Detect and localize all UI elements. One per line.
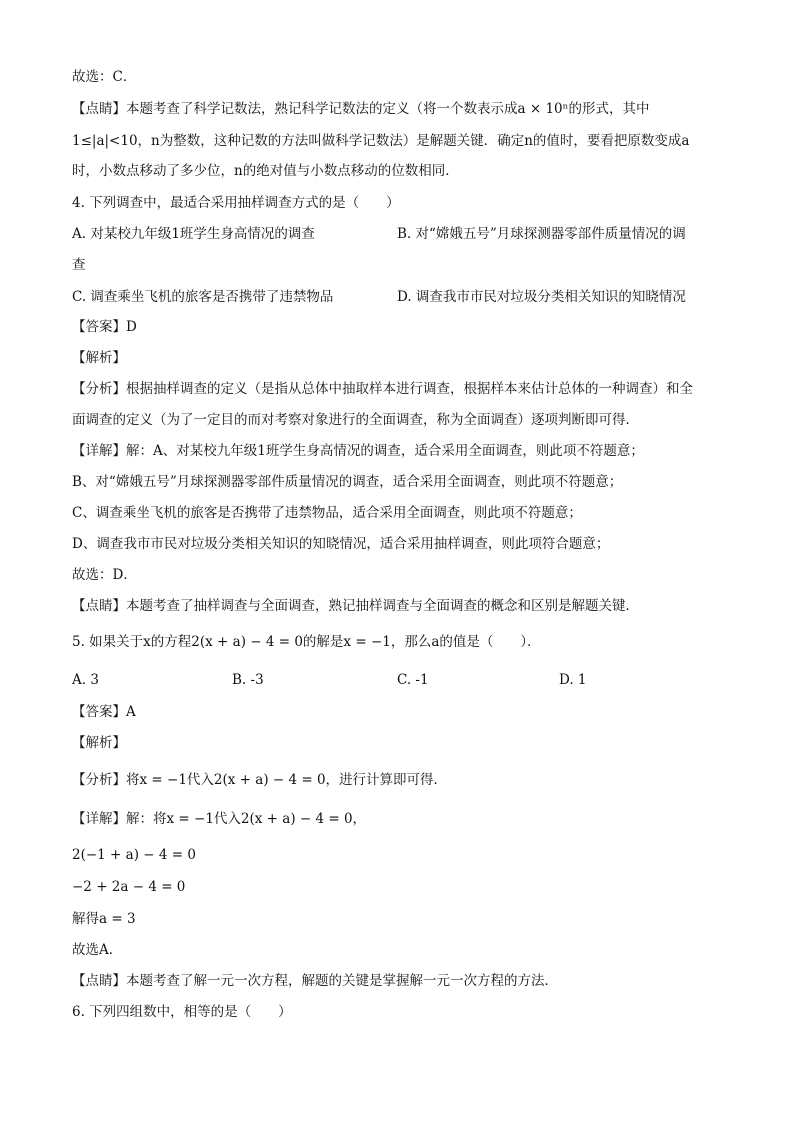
q4-choose: 故选：D． — [72, 567, 137, 583]
q5-point: 【点睛】本题考查了解一元一次方程，解题的关键是掌握解一元一次方程的方法． — [72, 973, 558, 989]
q5-choose: 故选A． — [72, 942, 123, 958]
q4-detail-a: 【详解】解：A、对某校九年级1班学生身高情况的调查，适合采用全面调查，则此项不符题意； — [72, 443, 644, 459]
q3-point-line-3: 时，小数点移动了多少位，n的绝对值与小数点移动的位数相同． — [72, 163, 459, 179]
q5-answer: 【答案】A — [72, 704, 136, 720]
q4-option-b: B. 对“嫦娥五号”月球探测器零部件质量情况的调 — [397, 226, 686, 242]
q3-point-line-2: 1≤|a|<10，n为整数，这种记数的方法叫做科学记数法）是解题关键．确定n的值时，要看把原数变成a — [72, 133, 690, 149]
q4-detail-b: B、对“嫦娥五号”月球探测器零部件质量情况的调查，适合采用全面调查，则此项不符题意； — [72, 474, 623, 490]
q4-point: 【点睛】本题考查了抽样调查与全面调查，熟记抽样调查与全面调查的概念和区别是解题关键． — [72, 598, 639, 614]
q4-analysis-line-2: 面调查的定义（为了一定目的而对考察对象进行的全面调查，称为全面调查）逐项判断即可得． — [72, 412, 639, 428]
q4-option-a: A. 对某校九年级1班学生身高情况的调查 — [72, 226, 315, 242]
q4-option-c: C. 调查乘坐飞机的旅客是否携带了违禁物品 — [72, 289, 334, 305]
q5-analysis: 【分析】将x = −1代入2(x + a) − 4 = 0，进行计算即可得． — [72, 772, 448, 788]
q5-step-1: 2(−1 + a) − 4 = 0 — [72, 847, 196, 863]
q5-step-3: 解得a = 3 — [72, 911, 136, 927]
q4-option-b-wrap: 查 — [72, 257, 86, 273]
q5-option-b: B. -3 — [232, 672, 264, 688]
q5-detail: 【详解】解：将x = −1代入2(x + a) − 4 = 0， — [72, 811, 367, 827]
q4-answer: 【答案】D — [72, 319, 137, 335]
q3-point-line-1: 【点睛】本题考查了科学记数法，熟记科学记数法的定义（将一个数表示成a × 10ⁿ的形式，其中 — [72, 101, 650, 117]
q4-detail-c: C、调查乘坐飞机的旅客是否携带了违禁物品，适合采用全面调查，则此项不符题意； — [72, 505, 582, 521]
q4-option-d: D. 调查我市市民对垃圾分类相关知识的知晓情况 — [397, 289, 686, 305]
q4-analysis-label: 【解析】 — [72, 350, 126, 366]
q4-analysis-line-1: 【分析】根据抽样调查的定义（是指从总体中抽取样本进行调查，根据样本来估计总体的一种调查）和全 — [72, 381, 693, 397]
q5-step-2: −2 + 2a − 4 = 0 — [72, 879, 186, 895]
q5-stem: 5. 如果关于x的方程2(x + a) − 4 = 0的解是x = −1，那么a的值是（ ）． — [72, 634, 541, 650]
q3-choose-line: 故选：C． — [72, 69, 137, 85]
q5-option-c: C. -1 — [397, 672, 429, 688]
q4-stem: 4. 下列调查中，最适合采用抽样调查方式的是（ ） — [72, 195, 400, 211]
q5-analysis-label: 【解析】 — [72, 735, 126, 751]
q5-option-a: A. 3 — [72, 672, 99, 688]
q4-detail-d: D、调查我市市民对垃圾分类相关知识的知晓情况，适合采用抽样调查，则此项符合题意； — [72, 536, 610, 552]
q5-option-d: D. 1 — [559, 672, 587, 688]
q6-stem: 6. 下列四组数中，相等的是（ ） — [72, 1004, 292, 1020]
